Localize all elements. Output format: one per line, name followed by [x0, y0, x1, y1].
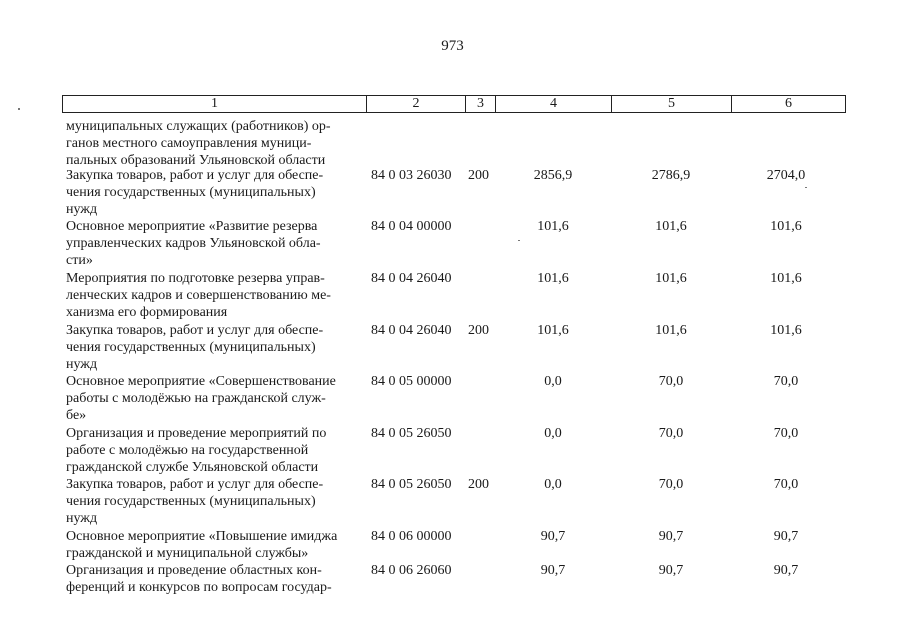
header-col-2: 2: [366, 95, 466, 113]
row-code: 84 0 05 26050: [371, 477, 452, 492]
row-expense-type: 200: [468, 168, 489, 183]
row-value-col6: 90,7: [773, 563, 799, 578]
row-description: Закупка товаров, работ и услуг для обеспе- чения государственных (муниципальных) нужд: [66, 477, 324, 526]
row-value-col6: 70,0: [773, 426, 799, 441]
row-value-col5: 90,7: [658, 529, 684, 544]
row-description: Организация и проведение областных кон- ференций и конкурсов по вопросам государ-: [66, 563, 332, 595]
row-value-col4: 0,0: [544, 426, 562, 441]
row-value-col6: 70,0: [773, 477, 799, 492]
row-code: 84 0 05 00000: [371, 374, 452, 389]
row-value-col4: 0,0: [544, 374, 562, 389]
row-description: Основное мероприятие «Повышение имиджа гражданской и муниципальной службы»: [66, 529, 338, 561]
row-description: Закупка товаров, работ и услуг для обеспе- чения государственных (муниципальных) нужд: [66, 168, 324, 217]
row-expense-type: 200: [468, 323, 489, 338]
row-value-col4: 0,0: [544, 477, 562, 492]
header-col-6: 6: [731, 95, 846, 113]
row-value-col5: 90,7: [658, 563, 684, 578]
row-description: Мероприятия по подготовке резерва управ- ленческих кадров и совершенствованию ме- ханизма его формирования: [66, 271, 331, 320]
scan-speck: [18, 108, 20, 110]
header-col-1: 1: [62, 95, 367, 113]
row-code: 84 0 06 26060: [371, 563, 452, 578]
page-number: 973: [441, 38, 464, 54]
header-col-4: 4: [495, 95, 612, 113]
row-value-col4: 90,7: [540, 529, 566, 544]
row-description: муниципальных служащих (работников) ор- ганов местного самоуправления муници- пальных образований Ульяновской области: [66, 119, 331, 168]
row-code: 84 0 04 26040: [371, 271, 452, 286]
row-description: Основное мероприятие «Развитие резерва управленческих кадров Ульяновской обла- сти»: [66, 219, 321, 268]
row-value-col5: 101,6: [655, 271, 687, 286]
row-code: 84 0 04 00000: [371, 219, 452, 234]
header-col-3: 3: [465, 95, 496, 113]
row-value-col6: 2704,0: [766, 168, 806, 183]
row-value-col4: 101,6: [537, 323, 569, 338]
row-value-col4: 101,6: [537, 271, 569, 286]
scan-speck: [518, 240, 520, 241]
row-value-col5: 2786,9: [651, 168, 691, 183]
row-code: 84 0 06 00000: [371, 529, 452, 544]
row-expense-type: 200: [468, 477, 489, 492]
row-value-col6: 101,6: [770, 271, 802, 286]
header-col-5: 5: [611, 95, 732, 113]
row-value-col4: 90,7: [540, 563, 566, 578]
scan-speck: [805, 187, 807, 188]
row-value-col5: 101,6: [655, 219, 687, 234]
row-value-col4: 101,6: [537, 219, 569, 234]
row-code: 84 0 03 26030: [371, 168, 452, 183]
row-description: Основное мероприятие «Совершенствование работы с молодёжью на гражданской служ- бе»: [66, 374, 336, 423]
row-description: Закупка товаров, работ и услуг для обеспе- чения государственных (муниципальных) нужд: [66, 323, 324, 372]
row-value-col6: 101,6: [770, 323, 802, 338]
row-code: 84 0 05 26050: [371, 426, 452, 441]
row-value-col6: 70,0: [773, 374, 799, 389]
row-value-col4: 2856,9: [533, 168, 573, 183]
row-value-col5: 70,0: [658, 374, 684, 389]
row-value-col6: 101,6: [770, 219, 802, 234]
row-value-col5: 101,6: [655, 323, 687, 338]
row-value-col5: 70,0: [658, 477, 684, 492]
row-code: 84 0 04 26040: [371, 323, 452, 338]
row-value-col5: 70,0: [658, 426, 684, 441]
row-value-col6: 90,7: [773, 529, 799, 544]
row-description: Организация и проведение мероприятий по работе с молодёжью на государственной гражданской службе Ульяновской области: [66, 426, 327, 475]
